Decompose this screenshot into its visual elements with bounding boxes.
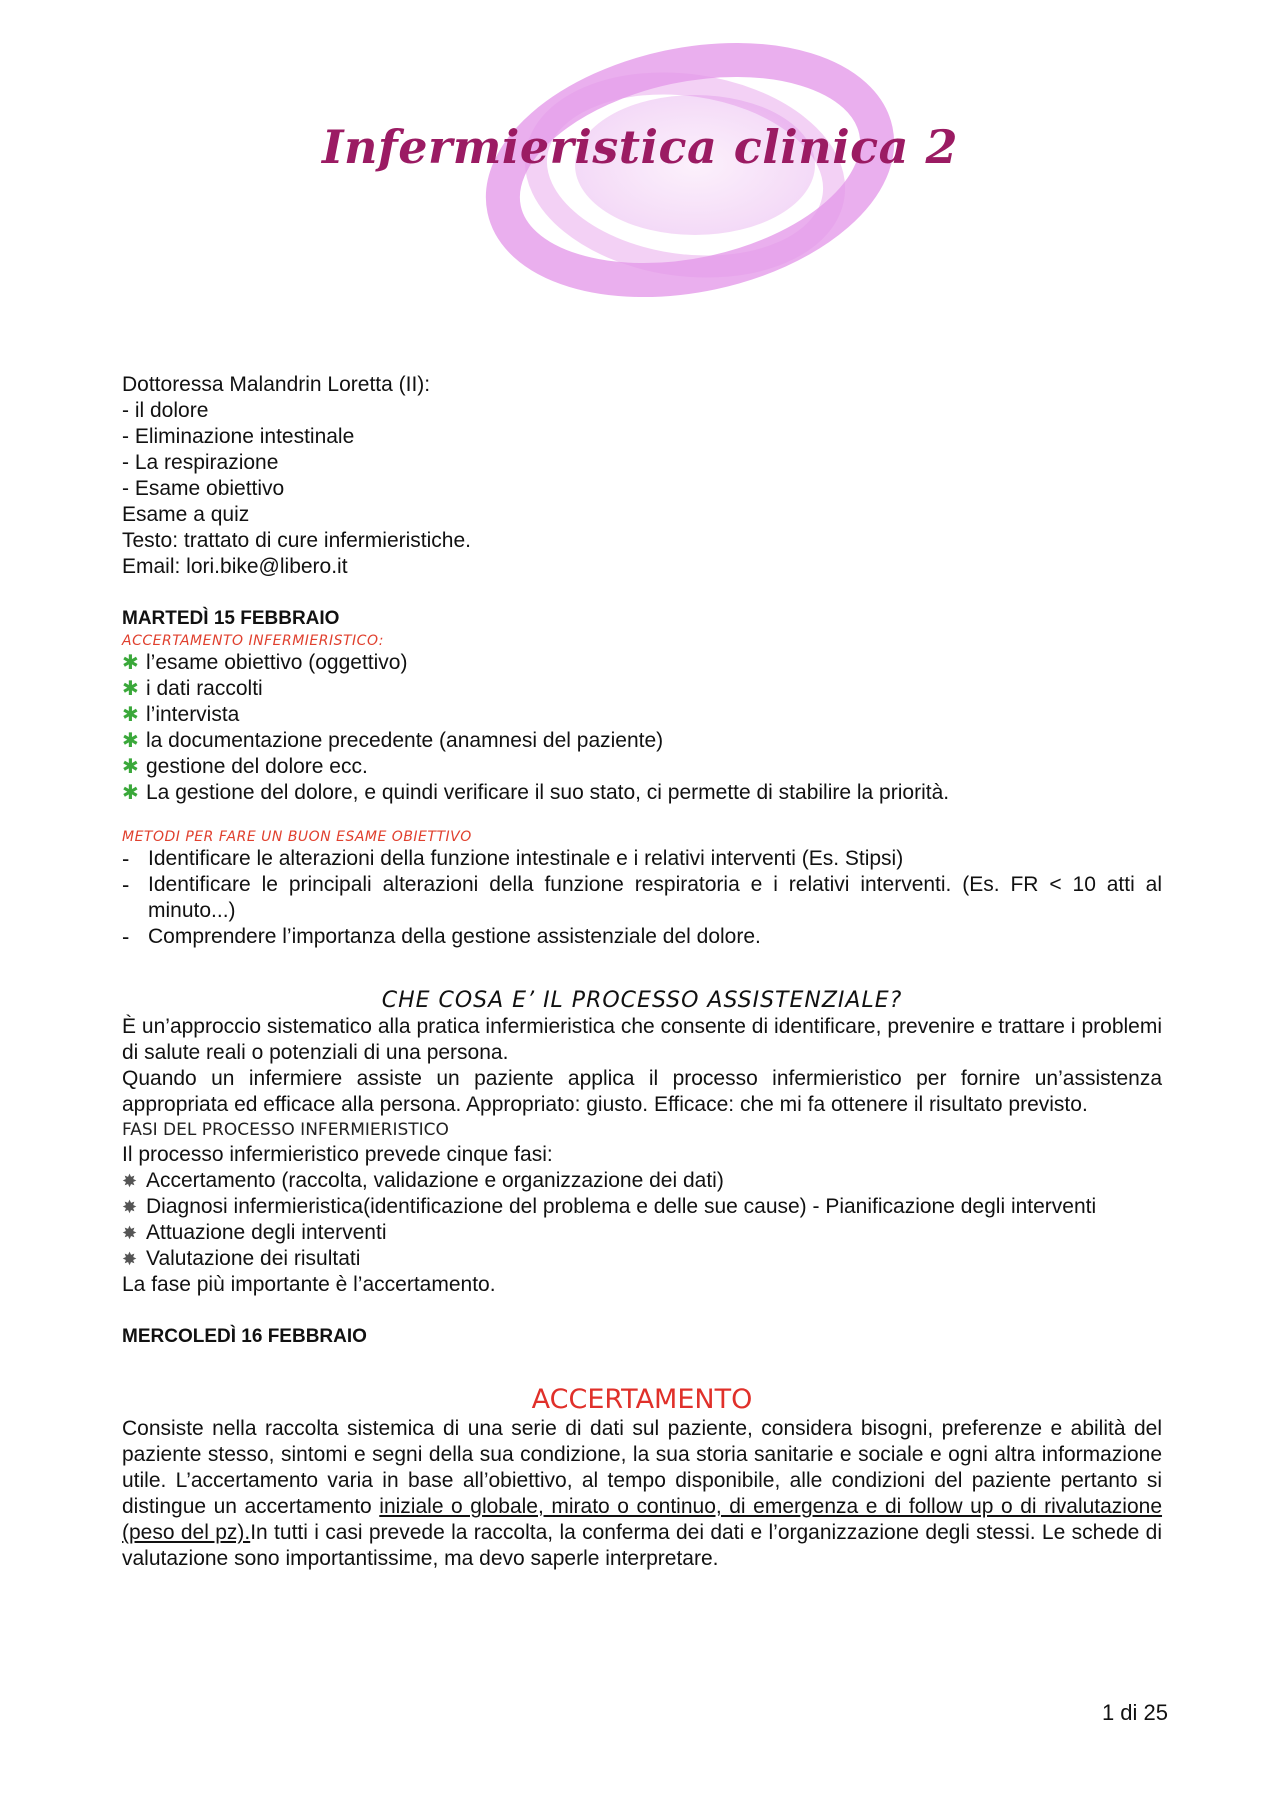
intro-line: - Esame obiettivo (122, 477, 285, 500)
page-number: 1 di 25 (1101, 1700, 1168, 1725)
asterisk-icon: ✱ (122, 782, 139, 804)
bullet-icon: ✸ (122, 1171, 138, 1191)
list-item: ✸ Accertamento (raccolta, validazione e organizzazione dei dati) (122, 1169, 724, 1192)
list-item: ✱ La gestione del dolore, e quindi verificare il suo stato, ci permette di stabilire la priorità. (122, 781, 950, 804)
bullet-icon: ✸ (122, 1223, 138, 1243)
dash-icon: - (122, 872, 130, 897)
intro-email: Email: lori.bike@libero.it (122, 555, 348, 578)
list-item: ✸ Valutazione dei risultati (122, 1247, 361, 1270)
section-subtitle: ACCERTAMENTO INFERMIERISTICO: (122, 633, 384, 649)
intro-line: Esame a quiz (122, 503, 250, 526)
bullet-icon: ✸ (122, 1249, 138, 1269)
asterisk-icon: ✱ (122, 678, 139, 700)
intro-line: - Eliminazione intestinale (122, 425, 355, 448)
document-body (122, 372, 1162, 1572)
list-item: ✱ l’intervista (122, 703, 240, 726)
paragraph: Il processo infermieristico prevede cinque fasi: (122, 1143, 553, 1166)
bullet-list (122, 650, 1162, 806)
dash-icon: - (122, 924, 130, 949)
asterisk-icon: ✱ (122, 756, 139, 778)
list-item: - Identificare le principali alterazioni della funzione respiratoria e i relativi interventi. (Es. FR < 10 atti al minuto...) (122, 872, 1162, 922)
list-item: - Comprendere l’importanza della gestione assistenziale del dolore. (122, 924, 761, 949)
intro-line: - La respirazione (122, 451, 279, 474)
list-item: ✸ Attuazione degli interventi (122, 1221, 387, 1244)
asterisk-icon: ✱ (122, 704, 139, 726)
list-item: ✱ gestione del dolore ecc. (122, 755, 368, 778)
paragraph: La fase più importante è l’accertamento. (122, 1273, 496, 1296)
intro-line: Dottoressa Malandrin Loretta (II): (122, 373, 431, 396)
list-item: ✸ Diagnosi infermieristica(identificazione del problema e delle sue cause) - Pianificazione degli interventi (122, 1195, 1097, 1218)
paragraph: Quando un infermiere assiste un paziente applica il processo infermieristico per fornire un’assistenza appropriata ed efficace alla persona. Appropriato: giusto. Efficace: che mi fa ottenere il risultato previsto. (122, 1067, 1162, 1116)
dash-icon: - (122, 846, 130, 871)
section-subtitle: METODI PER FARE UN BUON ESAME OBIETTIVO (122, 829, 472, 845)
paragraph: È un’approccio sistematico alla pratica infermieristica che consente di identificare, prevenire e trattare i problemi di salute reali o potenziali di una persona. (122, 1015, 1162, 1064)
document-title: Infermieristica clinica 2 (321, 120, 959, 174)
asterisk-icon: ✱ (122, 652, 139, 674)
paragraph: Consiste nella raccolta sistemica di una serie di dati sul paziente, considera bisogni, preferenze e abilità del paziente stesso, sintomi e segni della sua condizione, la sua storia sanitarie e sociale e ogni altra informazione utile. L’accertamento varia in base all’obiettivo, al tempo disponibile, alle condizioni del paziente pertanto si distingue un accertamento iniziale o globale, mirato o continuo, di emergenza e di follow up o di rivalutazione (peso del pz).In tutti i casi prevede la raccolta, la conferma dei dati e l’organizzazione degli stessi. Le schede di valutazione sono importantissime, ma devo saperle interpretare. (122, 1417, 1163, 1570)
dash-list (122, 846, 1162, 950)
asterisk-icon: ✱ (122, 730, 139, 752)
section-heading: ACCERTAMENTO (531, 1384, 753, 1415)
intro-line: Testo: trattato di cure infermieristiche. (122, 529, 471, 552)
section-subtitle: FASI DEL PROCESSO INFERMIERISTICO (122, 1120, 449, 1140)
list-item: ✱ i dati raccolti (122, 677, 263, 700)
section-heading: CHE COSA E’ IL PROCESSO ASSISTENZIALE? (381, 988, 903, 1013)
list-item: ✱ l’esame obiettivo (oggettivo) (122, 651, 408, 674)
date-heading: MERCOLEDÌ 16 FEBBRAIO (122, 1326, 367, 1347)
underlined-text: iniziale o globale, mirato o continuo, di emergenza e di follow up o di rivalutazione (peso del pz). (122, 1495, 1163, 1544)
list-item: ✱ la documentazione precedente (anamnesi del paziente) (122, 729, 664, 752)
intro-line: - il dolore (122, 399, 209, 422)
bullet-list (122, 1168, 1162, 1272)
list-item: - Identificare le alterazioni della funzione intestinale e i relativi interventi (Es. Stipsi) (122, 846, 904, 871)
intro-block (122, 372, 1162, 580)
bullet-icon: ✸ (122, 1197, 138, 1217)
date-heading: MARTEDÌ 15 FEBBRAIO (122, 608, 340, 629)
